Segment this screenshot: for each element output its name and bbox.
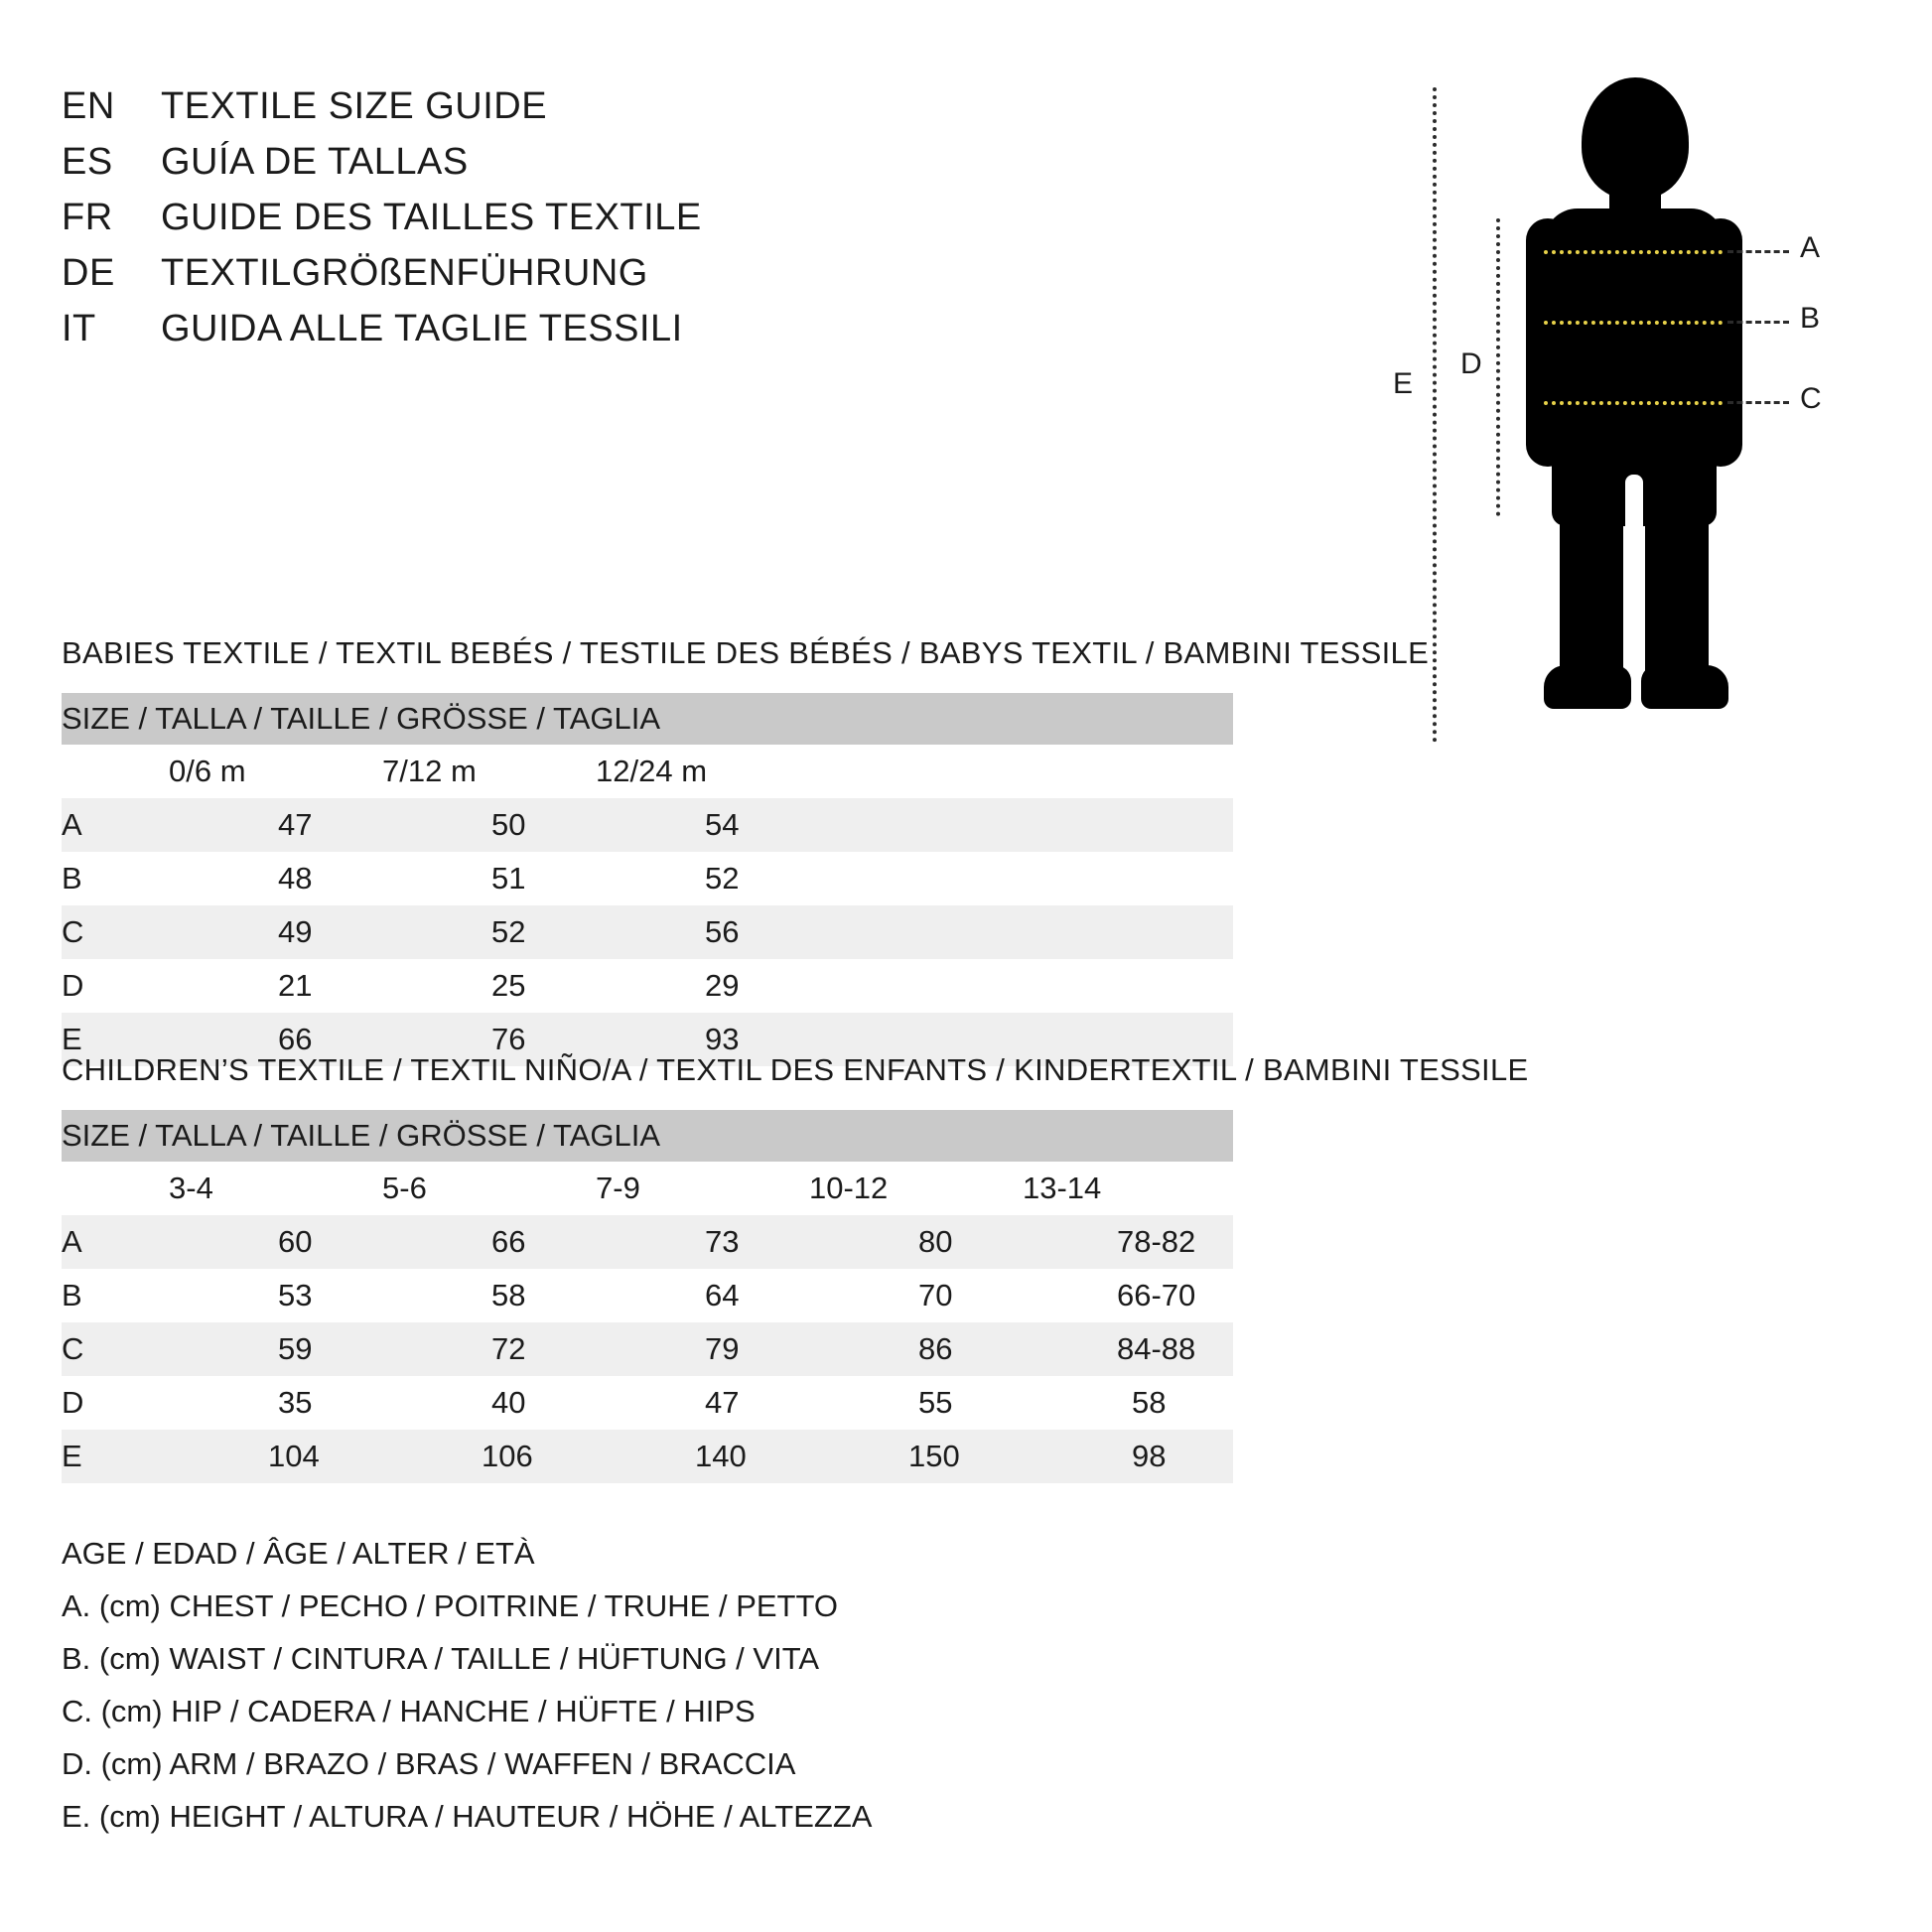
babies-cell-c-1: 52	[382, 905, 596, 959]
babies-size-table	[62, 693, 1233, 1066]
silhouette-foot-left	[1544, 665, 1631, 709]
babies-cell-d-0: 21	[169, 959, 382, 1013]
silhouette-foot-right	[1641, 665, 1728, 709]
table-row	[62, 1215, 1233, 1269]
legend-line-chest: A. (cm) CHEST / PECHO / POITRINE / TRUHE / PETTO	[62, 1588, 838, 1623]
mark-label-d: D	[1460, 347, 1482, 380]
table-row	[62, 905, 1233, 959]
babies-cell-a-1: 50	[382, 798, 596, 852]
babies-cell-a-0: 47	[169, 798, 382, 852]
table-row	[62, 959, 1233, 1013]
children-cell-e-0: 104	[169, 1430, 382, 1483]
hip-measure-line	[1544, 401, 1723, 405]
babies-cell-c-2: 56	[596, 905, 1233, 959]
children-cell-e-3: 150	[809, 1430, 1023, 1483]
language-label: GUIDE DES TAILLES TEXTILE	[161, 197, 702, 238]
children-col-2: 7-9	[596, 1162, 809, 1215]
measurement-figure	[1385, 69, 1881, 764]
table-row	[62, 1322, 1233, 1376]
babies-cell-a-2: 54	[596, 798, 1233, 852]
language-code: DE	[62, 252, 115, 294]
babies-cell-d-2: 29	[596, 959, 1233, 1013]
mark-label-e: E	[1393, 367, 1414, 400]
language-label: TEXTILGRÖßENFÜHRUNG	[161, 252, 648, 294]
language-label: TEXTILE SIZE GUIDE	[161, 85, 548, 127]
babies-cell-d-1: 25	[382, 959, 596, 1013]
babies-row-label-a: A	[62, 798, 169, 852]
silhouette-leg-gap	[1625, 475, 1643, 530]
children-col-3: 10-12	[809, 1162, 1023, 1215]
children-cell-a-0: 60	[169, 1215, 382, 1269]
children-cell-b-1: 58	[382, 1269, 596, 1322]
language-code: FR	[62, 197, 113, 238]
children-col-4: 13-14	[1023, 1162, 1233, 1215]
babies-row-label-c: C	[62, 905, 169, 959]
children-cell-d-3: 55	[809, 1376, 1023, 1430]
children-row-label-e: E	[62, 1430, 169, 1483]
chest-measure-line	[1544, 250, 1723, 254]
children-cell-c-4: 84-88	[1023, 1322, 1233, 1376]
table-row	[62, 798, 1233, 852]
children-cell-d-0: 35	[169, 1376, 382, 1430]
babies-row-label-e: E	[62, 1013, 169, 1066]
language-row-en	[62, 85, 1154, 141]
children-cell-d-4: 58	[1023, 1376, 1233, 1430]
language-row-de	[62, 252, 1154, 308]
children-col-0: 3-4	[169, 1162, 382, 1215]
child-silhouette	[1514, 69, 1752, 755]
language-label: GUIDA ALLE TAGLIE TESSILI	[161, 308, 683, 349]
babies-column-headers	[62, 745, 1233, 798]
children-row-label-b: B	[62, 1269, 169, 1322]
children-col-1: 5-6	[382, 1162, 596, 1215]
table-row	[62, 1430, 1233, 1483]
children-cell-c-0: 59	[169, 1322, 382, 1376]
legend-line-arm: D. (cm) ARM / BRAZO / BRAS / WAFFEN / BRACCIA	[62, 1746, 796, 1781]
babies-row-label-d: D	[62, 959, 169, 1013]
children-row-label-a: A	[62, 1215, 169, 1269]
chest-leader-line	[1727, 250, 1789, 253]
children-cell-a-3: 80	[809, 1215, 1023, 1269]
language-row-it	[62, 308, 1154, 363]
language-label: GUÍA DE TALLAS	[161, 141, 469, 183]
measurement-legend	[62, 1527, 872, 1843]
mark-label-a: A	[1800, 231, 1821, 264]
babies-table-band	[62, 693, 1233, 745]
babies-cell-b-0: 48	[169, 852, 382, 905]
babies-row-label-b: B	[62, 852, 169, 905]
children-row-label-c: C	[62, 1322, 169, 1376]
babies-cell-e-0: 66	[169, 1013, 382, 1066]
children-cell-b-4: 66-70	[1023, 1269, 1233, 1322]
children-section-title: CHILDREN’S TEXTILE / TEXTIL NIÑO/A / TEXTIL DES ENFANTS / KINDERTEXTIL / BAMBINI TESSILE	[62, 1052, 1529, 1087]
babies-col-0: 0/6 m	[169, 745, 382, 798]
language-row-fr	[62, 197, 1154, 252]
babies-header-corner	[62, 745, 169, 798]
table-row	[62, 1269, 1233, 1322]
waist-leader-line	[1727, 321, 1789, 324]
mark-label-c: C	[1800, 382, 1822, 415]
legend-line-height: E. (cm) HEIGHT / ALTURA / HAUTEUR / HÖHE / ALTEZZA	[62, 1799, 873, 1834]
babies-col-2: 12/24 m	[596, 745, 1233, 798]
arm-guide-line-d	[1496, 218, 1500, 516]
children-cell-b-3: 70	[809, 1269, 1023, 1322]
table-row	[62, 852, 1233, 905]
babies-cell-e-1: 76	[382, 1013, 596, 1066]
children-cell-d-1: 40	[382, 1376, 596, 1430]
table-row	[62, 1376, 1233, 1430]
language-code: EN	[62, 85, 115, 127]
legend-line-waist: B. (cm) WAIST / CINTURA / TAILLE / HÜFTUNG / VITA	[62, 1641, 820, 1676]
babies-section-title: BABIES TEXTILE / TEXTIL BEBÉS / TESTILE DES BÉBÉS / BABYS TEXTIL / BAMBINI TESSILE	[62, 635, 1430, 670]
children-cell-d-2: 47	[596, 1376, 809, 1430]
children-cell-c-3: 86	[809, 1322, 1023, 1376]
babies-band-label: SIZE / TALLA / TAILLE / GRÖSSE / TAGLIA	[62, 693, 1233, 745]
children-cell-b-0: 53	[169, 1269, 382, 1322]
language-title-block	[62, 85, 1154, 363]
babies-cell-c-0: 49	[169, 905, 382, 959]
children-size-table	[62, 1110, 1233, 1483]
children-column-headers	[62, 1162, 1233, 1215]
children-cell-b-2: 64	[596, 1269, 809, 1322]
children-header-corner	[62, 1162, 169, 1215]
babies-cell-e-2: 93	[596, 1013, 1233, 1066]
children-band-label: SIZE / TALLA / TAILLE / GRÖSSE / TAGLIA	[62, 1110, 1233, 1162]
language-code: IT	[62, 308, 96, 349]
waist-measure-line	[1544, 321, 1723, 325]
children-cell-a-1: 66	[382, 1215, 596, 1269]
language-row-es	[62, 141, 1154, 197]
children-table-band	[62, 1110, 1233, 1162]
height-guide-line-e	[1433, 87, 1437, 743]
children-cell-e-1: 106	[382, 1430, 596, 1483]
hip-leader-line	[1727, 401, 1789, 404]
babies-col-1: 7/12 m	[382, 745, 596, 798]
children-cell-a-4: 78-82	[1023, 1215, 1233, 1269]
babies-cell-b-2: 52	[596, 852, 1233, 905]
children-cell-a-2: 73	[596, 1215, 809, 1269]
children-cell-c-1: 72	[382, 1322, 596, 1376]
children-cell-e-2: 140	[596, 1430, 809, 1483]
children-row-label-d: D	[62, 1376, 169, 1430]
legend-line-age: AGE / EDAD / ÂGE / ALTER / ETÀ	[62, 1536, 535, 1571]
mark-label-b: B	[1800, 302, 1821, 335]
babies-cell-b-1: 51	[382, 852, 596, 905]
children-cell-e-4: 98	[1023, 1430, 1233, 1483]
legend-line-hip: C. (cm) HIP / CADERA / HANCHE / HÜFTE / HIPS	[62, 1694, 756, 1728]
children-cell-c-2: 79	[596, 1322, 809, 1376]
language-code: ES	[62, 141, 113, 183]
silhouette-torso	[1544, 208, 1725, 402]
